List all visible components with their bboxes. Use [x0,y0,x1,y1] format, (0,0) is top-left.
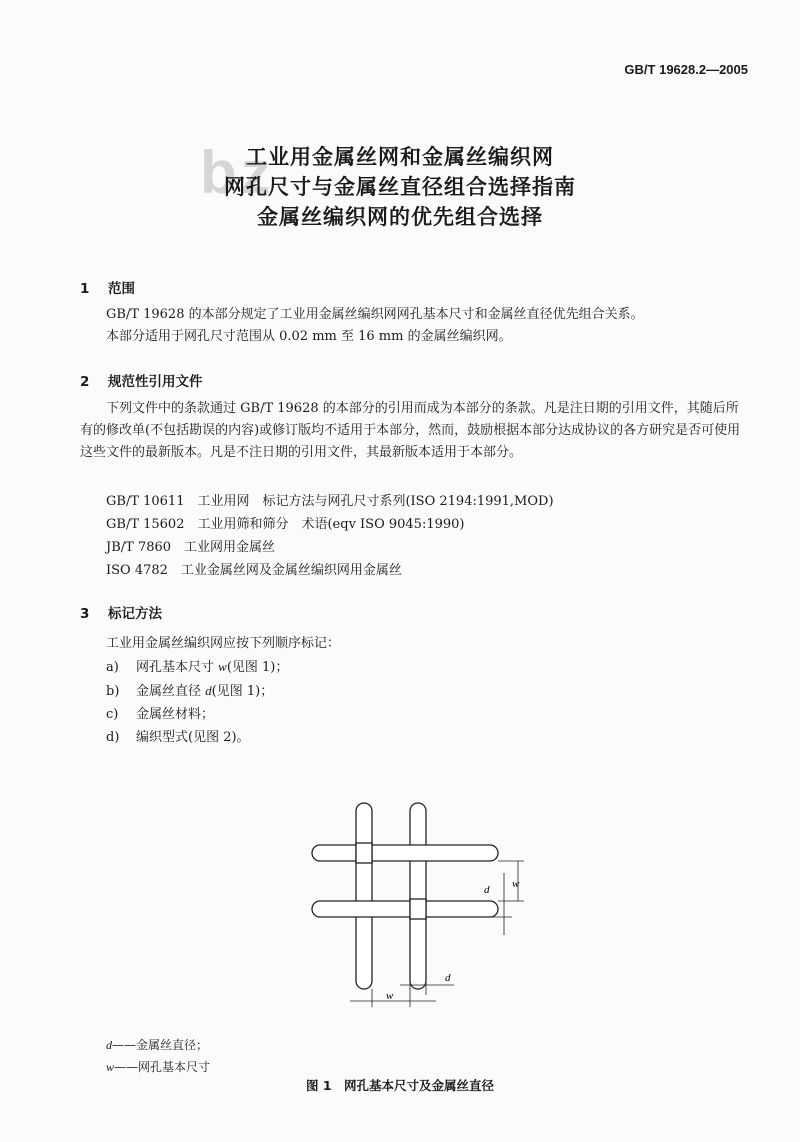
standard-number: GB/T 19628.2—2005 [624,62,748,77]
list-item-text: 编织型式(见图 2)。 [136,730,250,745]
title-line-3: 金属丝编织网的优先组合选择 [257,205,543,229]
section-3-heading [80,602,162,622]
section-1-para-1: GB/T 19628 的本部分规定了工业用金属丝编织网网孔基本尺寸和金属丝直径优先组合关系。 [106,307,644,322]
reference-item: GB/T 15602 工业用筛和筛分 术语(eqv ISO 9045:1990) [106,517,465,532]
list-item-text: 网孔基本尺寸 [136,660,219,675]
dim-label-w-bottom: w [386,990,394,1002]
list-item [106,726,746,749]
watermark: bz [200,139,275,206]
dim-label-d-bottom: d [445,972,451,984]
title-line-1: 工业用金属丝网和金属丝编织网 [246,145,554,169]
section-1-title: 范围 [108,281,135,297]
list-item-label: b) [106,684,120,699]
figure-1-caption: 图 1 网孔基本尺寸及金属丝直径 [305,1078,495,1093]
legend-variable: w [106,1060,115,1074]
section-2-heading [80,370,203,390]
figure-1-legend [106,1034,210,1078]
list-item-variable: w [218,659,227,674]
list-item-text: 金属丝材料； [136,707,215,722]
legend-item [106,1034,210,1056]
list-item-label: a) [106,660,119,675]
section-3-intro: 工业用金属丝编织网应按下列顺序标记： [106,636,341,651]
reference-item: JB/T 7860 工业网用金属丝 [106,540,276,555]
list-item-label: c) [106,707,119,722]
dim-label-w: w [512,878,520,890]
section-2-number: 2 [80,374,90,390]
list-item-text-tail: (见图 1)； [226,660,289,675]
horizontal-wire [312,901,498,917]
vertical-wire [410,803,426,989]
section-2-intro: 下列文件中的条款通过 GB/T 19628 的本部分的引用而成为本部分的条款。凡是注日期的引用文件，其随后所有的修改单(不包括勘误的内容)或修订版均不适用于本部分，然而，鼓励根据本部分达成协议的各方研究是否可使用这些文件的最新版本。凡是不注日期的引用文件，其最新版本适用于本部分。 [80,401,741,460]
list-item-text: 金属丝直径 [136,684,206,699]
legend-text: ——金属丝直径； [112,1038,209,1052]
section-3-body [106,632,746,749]
section-2-title: 规范性引用文件 [108,374,203,390]
list-item [106,655,746,679]
reference-item: ISO 4782 工业金属丝网及金属丝编织网用金属丝 [106,563,402,578]
section-2-body [80,398,748,464]
document-title [0,142,800,232]
section-3-title: 标记方法 [108,606,162,622]
reference-list [106,490,746,582]
list-item-variable: d [205,683,212,698]
legend-variable: d [106,1038,112,1052]
legend-text: ——网孔基本尺寸 [114,1060,211,1074]
vertical-wire [356,803,372,989]
reference-item: GB/T 10611 工业用网 标记方法与网孔尺寸系列(ISO 2194:1991,MOD) [106,494,554,509]
list-item-label: d) [106,730,120,745]
title-line-2: 网孔尺寸与金属丝直径组合选择指南 [224,175,576,199]
horizontal-wire [312,845,498,861]
section-1-body [80,304,748,348]
section-1-heading [80,277,135,297]
list-item [106,703,746,726]
section-1-number: 1 [80,281,90,297]
list-item-text-tail: (见图 1)； [211,684,274,699]
list-item [106,679,746,703]
dim-label-d: d [484,884,490,896]
section-1-para-2: 本部分适用于网孔尺寸范围从 0.02 mm 至 16 mm 的金属丝编织网。 [106,329,512,344]
section-3-number: 3 [80,606,90,622]
legend-item [106,1056,210,1078]
figure-1-mesh-diagram [290,795,530,1015]
